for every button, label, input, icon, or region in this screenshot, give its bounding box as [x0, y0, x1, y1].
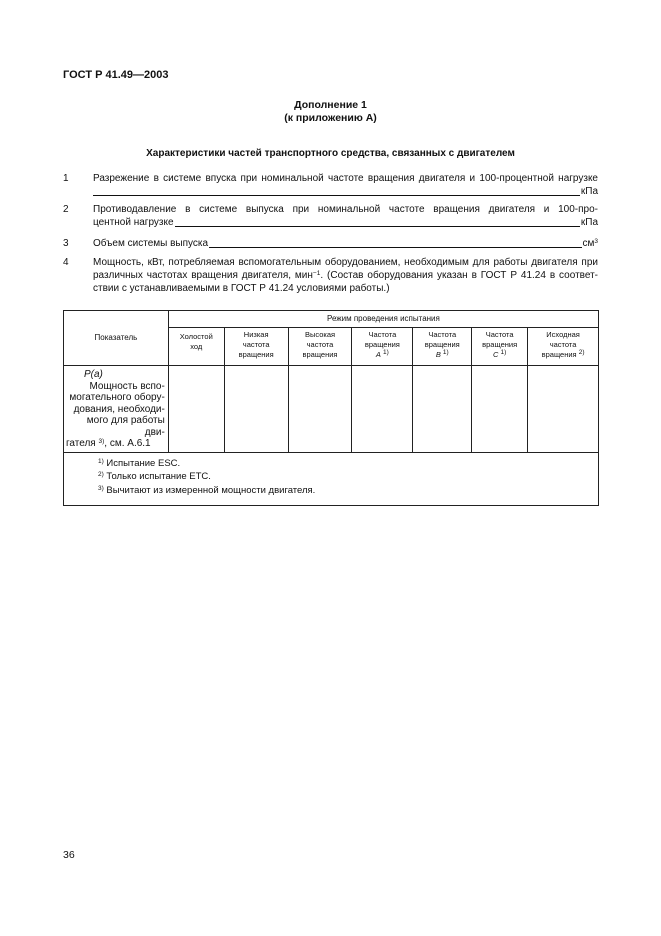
- value-cell: [472, 366, 528, 453]
- value-cell: [224, 366, 288, 453]
- item-number: 1: [63, 173, 69, 184]
- data-table: [63, 310, 599, 506]
- item-text: Противодавление в системе выпуска при номинальной частоте вращения двигателя и 100-про-: [93, 204, 598, 215]
- item-text: Разрежение в системе впуска при номинальной частоте вращения двигателя и 100-процентной нагрузке: [93, 173, 598, 184]
- indicator-cell: P(a) Мощность вспо- могательного обору- дования, необходи- мого для работы дви- гателя $^{3)}$, см. А.6.1: [64, 366, 169, 453]
- section-title: Характеристики частей транспортного средства, связанных с двигателем: [146, 148, 515, 159]
- unit-label: кПа: [580, 186, 598, 197]
- list-item: [63, 172, 598, 202]
- item-text: ствии с устанавливаемыми в ГОСТ Р 41.24 условиями работы.): [93, 283, 390, 294]
- column-group-header: Режим проведения испытания: [168, 311, 598, 328]
- list-item: [63, 237, 598, 252]
- column-header: Частота вращения B $^{1)}$: [413, 328, 472, 366]
- list-item: [63, 203, 598, 233]
- value-cell: [528, 366, 599, 453]
- fill-line: [93, 185, 598, 198]
- column-header: Низкая частота вращения: [224, 328, 288, 366]
- value-cell: [352, 366, 413, 453]
- column-header: Исходная частота вращения $^{2)}$: [528, 328, 599, 366]
- fill-line: [93, 216, 598, 229]
- fill-line: [93, 237, 598, 250]
- column-header-indicator: Показатель: [64, 311, 169, 366]
- item-number: 2: [63, 204, 69, 215]
- table-row: [64, 366, 599, 453]
- item-text: Объем системы выпуска: [93, 238, 209, 249]
- column-header: Частота вращения A $^{1)}$: [352, 328, 413, 366]
- column-header: Высокая частота вращения: [288, 328, 352, 366]
- item-number: 4: [63, 257, 69, 268]
- appendix-title: Дополнение 1: [294, 99, 367, 111]
- document-code: ГОСТ Р 41.49—2003: [63, 69, 169, 81]
- page-number: 36: [63, 849, 75, 861]
- item-text: Мощность, кВт, потребляемая вспомогательным оборудованием, необходимым для работы двигателя при: [93, 257, 598, 268]
- appendix-heading: [0, 99, 661, 125]
- value-cell: [288, 366, 352, 453]
- item-text: различных частотах вращения двигателя, мин$^{-1}$. (Состав оборудования указан в ГОСТ Р 41.24 в соответ-: [93, 270, 598, 281]
- unit-label: $см^3$: [582, 238, 598, 249]
- value-cell: [168, 366, 224, 453]
- appendix-subtitle: (к приложению А): [284, 112, 377, 124]
- item-text: центной нагрузке: [93, 217, 174, 228]
- footnote: $^{3)}$ Вычитают из измеренной мощности двигателя.: [98, 484, 316, 496]
- column-header: Частота вращения C $^{1)}$: [472, 328, 528, 366]
- value-cell: [413, 366, 472, 453]
- unit-label: кПа: [580, 217, 598, 228]
- footnote: $^{1)}$ Испытание ESC.: [98, 457, 181, 469]
- item-number: 3: [63, 238, 69, 249]
- list-item: [63, 256, 598, 298]
- footnote: $^{2)}$ Только испытание ETC.: [98, 471, 211, 482]
- table-notes-row: [64, 452, 599, 506]
- column-header: Холостой ход: [168, 328, 224, 366]
- table-notes: [64, 452, 599, 506]
